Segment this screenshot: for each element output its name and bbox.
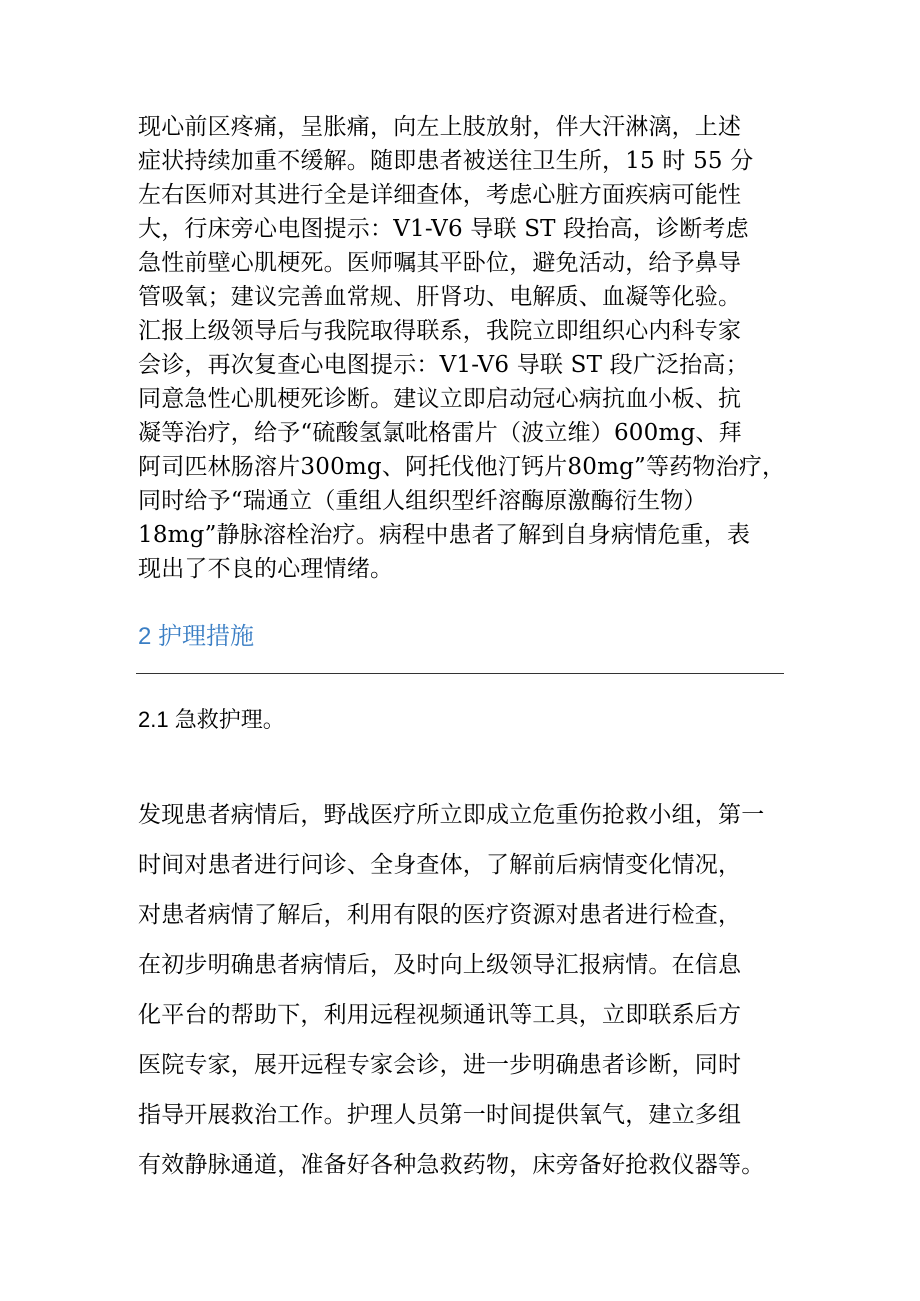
paragraph-line: 时间对患者进行问诊、全身查体，了解前后病情变化情况， bbox=[138, 852, 742, 878]
paragraph-line: 18mg”静脉溶栓治疗。病程中患者了解到自身病情危重，表 bbox=[138, 522, 751, 548]
paragraph-line: 现心前区疼痛，呈胀痛，向左上肢放射，伴大汗淋漓，上述 bbox=[138, 114, 742, 140]
paragraph-line: 会诊，再次复查心电图提示：V1-V6 导联 ST 段广泛抬高； bbox=[138, 352, 749, 378]
paragraph-line: 现出了不良的心理情绪。 bbox=[138, 556, 394, 582]
paragraph-line: 左右医师对其进行全是详细查体，考虑心脏方面疾病可能性 bbox=[138, 182, 742, 208]
paragraph-line: 同时给予“瑞通立（重组人组织型纤溶酶原激酶衍生物） bbox=[138, 488, 707, 514]
paragraph-line: 急性前壁心肌梗死。医师嘱其平卧位，避免活动，给予鼻导 bbox=[138, 250, 742, 276]
paragraph-line: 汇报上级领导后与我院取得联系，我院立即组织心内科专家 bbox=[138, 318, 742, 344]
paragraph-line: 在初步明确患者病情后，及时向上级领导汇报病情。在信息 bbox=[138, 952, 742, 978]
paragraph-line: 指导开展救治工作。护理人员第一时间提供氧气，建立多组 bbox=[138, 1102, 742, 1128]
paragraph-line: 大，行床旁心电图提示：V1-V6 导联 ST 段抬高，诊断考虑 bbox=[138, 216, 749, 242]
section-divider bbox=[136, 673, 784, 674]
subsection-heading: 2.1 急救护理。 bbox=[138, 707, 285, 732]
paragraph-line: 同意急性心肌梗死诊断。建议立即启动冠心病抗血小板、抗 bbox=[138, 386, 742, 412]
paragraph-line: 管吸氧；建议完善血常规、肝肾功、电解质、血凝等化验。 bbox=[138, 284, 742, 310]
paragraph-line: 对患者病情了解后，利用有限的医疗资源对患者进行检查， bbox=[138, 902, 742, 928]
paragraph-line: 发现患者病情后，野战医疗所立即成立危重伤抢救小组，第一 bbox=[138, 802, 765, 828]
paragraph-line: 凝等治疗，给予“硫酸氢氯吡格雷片（波立维）600mg、拜 bbox=[138, 420, 742, 446]
paragraph-line: 有效静脉通道，准备好各种急救药物，床旁备好抢救仪器等。 bbox=[138, 1152, 765, 1178]
paragraph-line: 阿司匹林肠溶片300mg、阿托伐他汀钙片80mg”等药物治疗， bbox=[138, 454, 786, 480]
paragraph-line: 医院专家，展开远程专家会诊，进一步明确患者诊断，同时 bbox=[138, 1052, 742, 1078]
paragraph-line: 化平台的帮助下，利用远程视频通讯等工具，立即联系后方 bbox=[138, 1002, 742, 1028]
section-heading: 2 护理措施 bbox=[138, 623, 255, 650]
paragraph-line: 症状持续加重不缓解。随即患者被送往卫生所，15 时 55 分 bbox=[138, 148, 754, 174]
